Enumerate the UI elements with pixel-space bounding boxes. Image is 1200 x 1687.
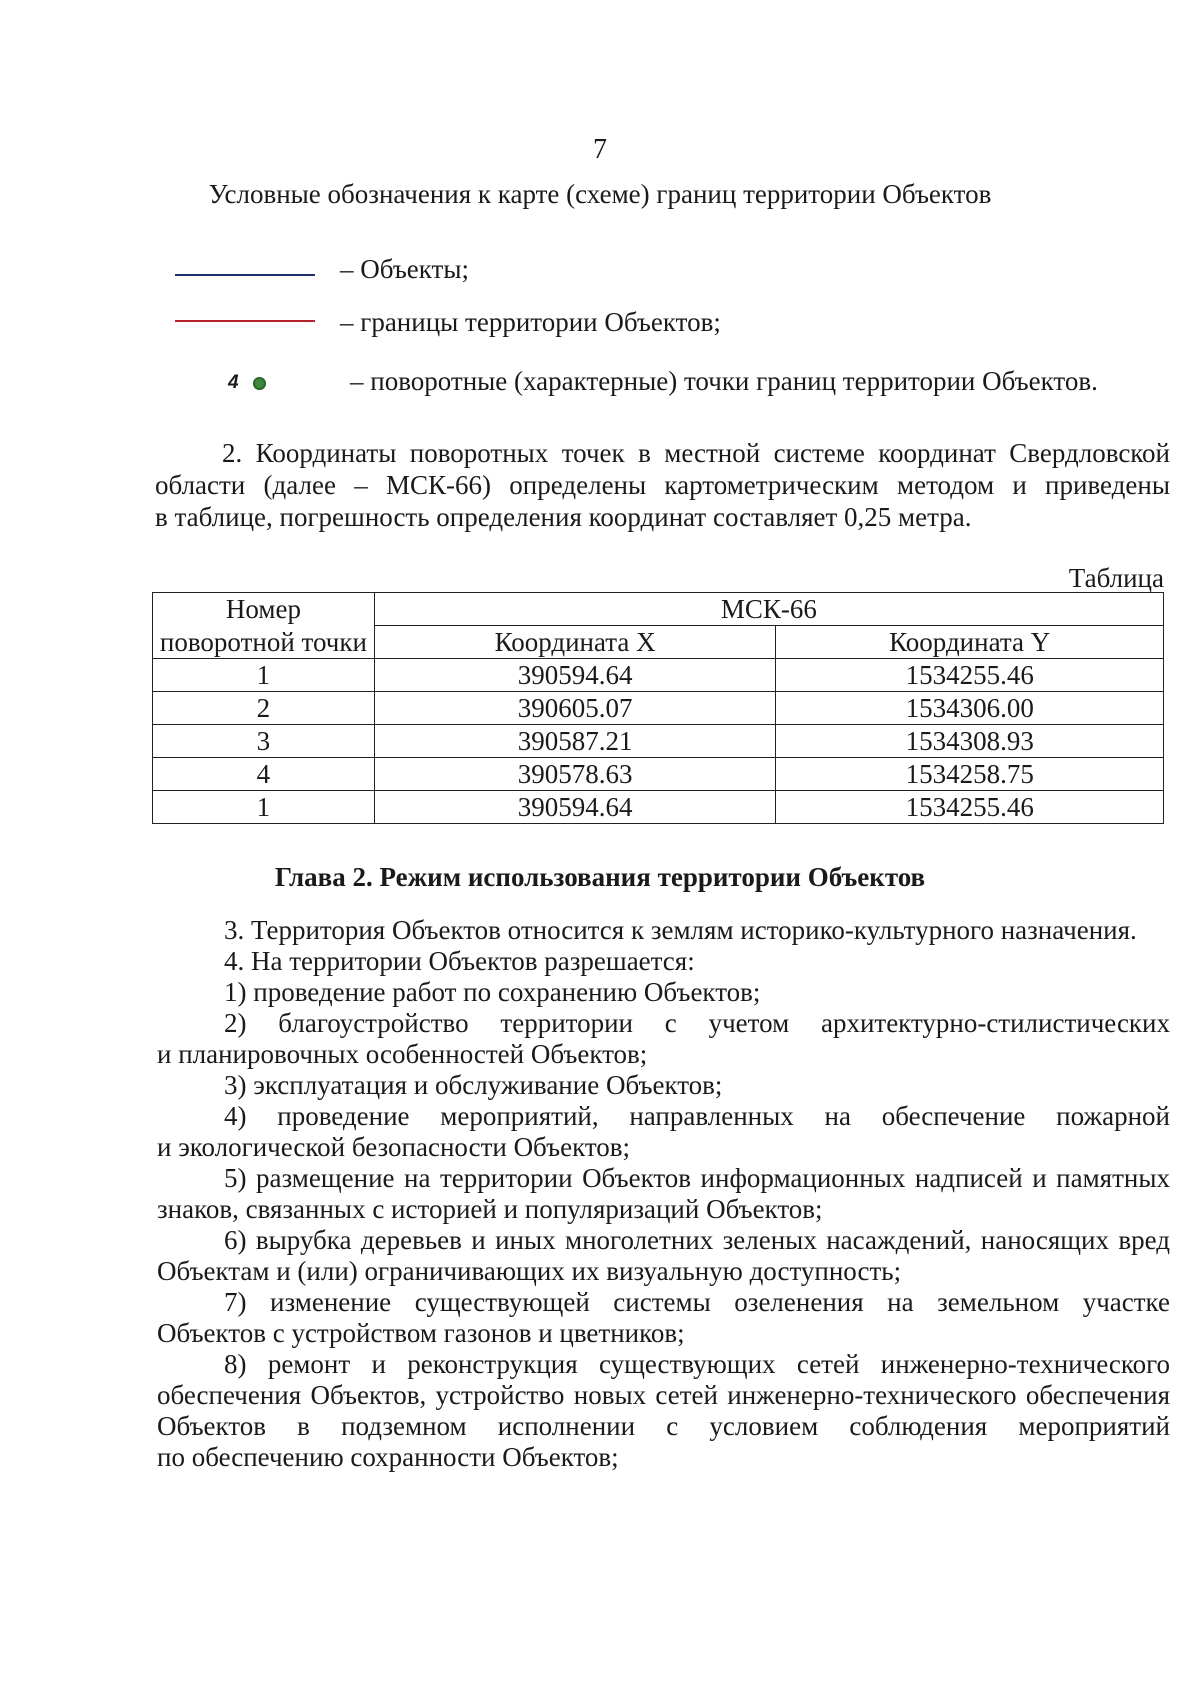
cell-coordinate-y: 1534306.00 [776, 692, 1164, 725]
cell-coordinate-y: 1534255.46 [776, 659, 1164, 692]
header-coordinate-x: Координата X [374, 626, 776, 659]
list-item: 7) изменение существующей системы озеленения на земельном участке [224, 1287, 1170, 1317]
list-item: 3) эксплуатация и обслуживание Объектов; [224, 1070, 723, 1100]
cell-point-number: 4 [153, 758, 375, 791]
header-coordinate-system: МСК-66 [374, 593, 1163, 626]
list-item: 6) вырубка деревьев и иных многолетних зеленых насаждений, наносящих вред [224, 1225, 1170, 1255]
table-row [153, 692, 1164, 725]
cell-point-number: 1 [153, 659, 375, 692]
table-row [153, 791, 1164, 824]
header-point-number-top: Номер [153, 593, 375, 626]
cell-coordinate-x: 390594.64 [374, 659, 776, 692]
page-number: 7 [593, 134, 607, 165]
table-header-row [153, 593, 1164, 626]
cell-coordinate-x: 390578.63 [374, 758, 776, 791]
table-row [153, 725, 1164, 758]
list-item: 4) проведение мероприятий, направленных на обеспечение пожарной [224, 1101, 1170, 1131]
header-point-number-bottom: поворотной точки [153, 626, 375, 659]
paragraph-line: в таблице, погрешность определения координат составляет 0,25 метра. [155, 502, 972, 532]
list-item-continuation: и планировочных особенностей Объектов; [157, 1039, 648, 1069]
list-item-continuation: по обеспечению сохранности Объектов; [157, 1442, 619, 1472]
table-header-row [153, 626, 1164, 659]
legend-item-objects: – Объекты; [340, 254, 469, 284]
legend-item-points: – поворотные (характерные) точки границ территории Объектов. [350, 366, 1098, 396]
paragraph-line: области (далее – МСК-66) определены картометрическим методом и приведены [155, 470, 1170, 500]
chapter-title: Глава 2. Режим использования территории Объектов [274, 862, 926, 892]
cell-coordinate-x: 390605.07 [374, 692, 776, 725]
boundary-line-icon [175, 320, 315, 322]
cell-coordinate-y: 1534255.46 [776, 791, 1164, 824]
legend-item-boundary: – границы территории Объектов; [340, 307, 721, 337]
cell-point-number: 3 [153, 725, 375, 758]
point-label: 4 [228, 372, 239, 393]
cell-point-number: 2 [153, 692, 375, 725]
paragraph-line: 2. Координаты поворотных точек в местной системе координат Свердловской [222, 438, 1170, 468]
list-item-continuation: Объектов с устройством газонов и цветников; [157, 1318, 685, 1348]
cell-coordinate-y: 1534258.75 [776, 758, 1164, 791]
list-item-continuation: обеспечения Объектов, устройство новых сетей инженерно-технического обеспечения [157, 1380, 1170, 1410]
table-row [153, 659, 1164, 692]
list-item-continuation: знаков, связанных с историей и популяризаций Объектов; [157, 1194, 823, 1224]
turning-point-icon [253, 377, 266, 390]
objects-line-icon [175, 274, 315, 276]
cell-coordinate-x: 390594.64 [374, 791, 776, 824]
list-item: 5) размещение на территории Объектов информационных надписей и памятных [224, 1163, 1170, 1193]
list-item: 2) благоустройство территории с учетом архитектурно-стилистических [224, 1008, 1170, 1038]
legend-title: Условные обозначения к карте (схеме) границ территории Объектов [208, 179, 992, 209]
cell-coordinate-x: 390587.21 [374, 725, 776, 758]
table-row [153, 758, 1164, 791]
list-item-continuation: и экологической безопасности Объектов; [157, 1132, 631, 1162]
paragraph-line: 3. Территория Объектов относится к землям историко-культурного назначения. [224, 915, 1137, 945]
table-caption: Таблица [1068, 563, 1164, 593]
list-item-continuation: Объектам и (или) ограничивающих их визуальную доступность; [157, 1256, 902, 1286]
regime-text [157, 915, 1170, 1473]
list-item: 8) ремонт и реконструкция существующих сетей инженерно-технического [224, 1349, 1170, 1379]
list-item: 1) проведение работ по сохранению Объектов; [224, 977, 761, 1007]
cell-point-number: 1 [153, 791, 375, 824]
paragraph-line: 4. На территории Объектов разрешается: [224, 946, 695, 976]
list-item-continuation: Объектов в подземном исполнении с условием соблюдения мероприятий [157, 1411, 1170, 1441]
header-coordinate-y: Координата Y [776, 626, 1164, 659]
cell-coordinate-y: 1534308.93 [776, 725, 1164, 758]
coordinates-table [152, 592, 1164, 824]
paragraph-coordinates [155, 437, 1170, 533]
